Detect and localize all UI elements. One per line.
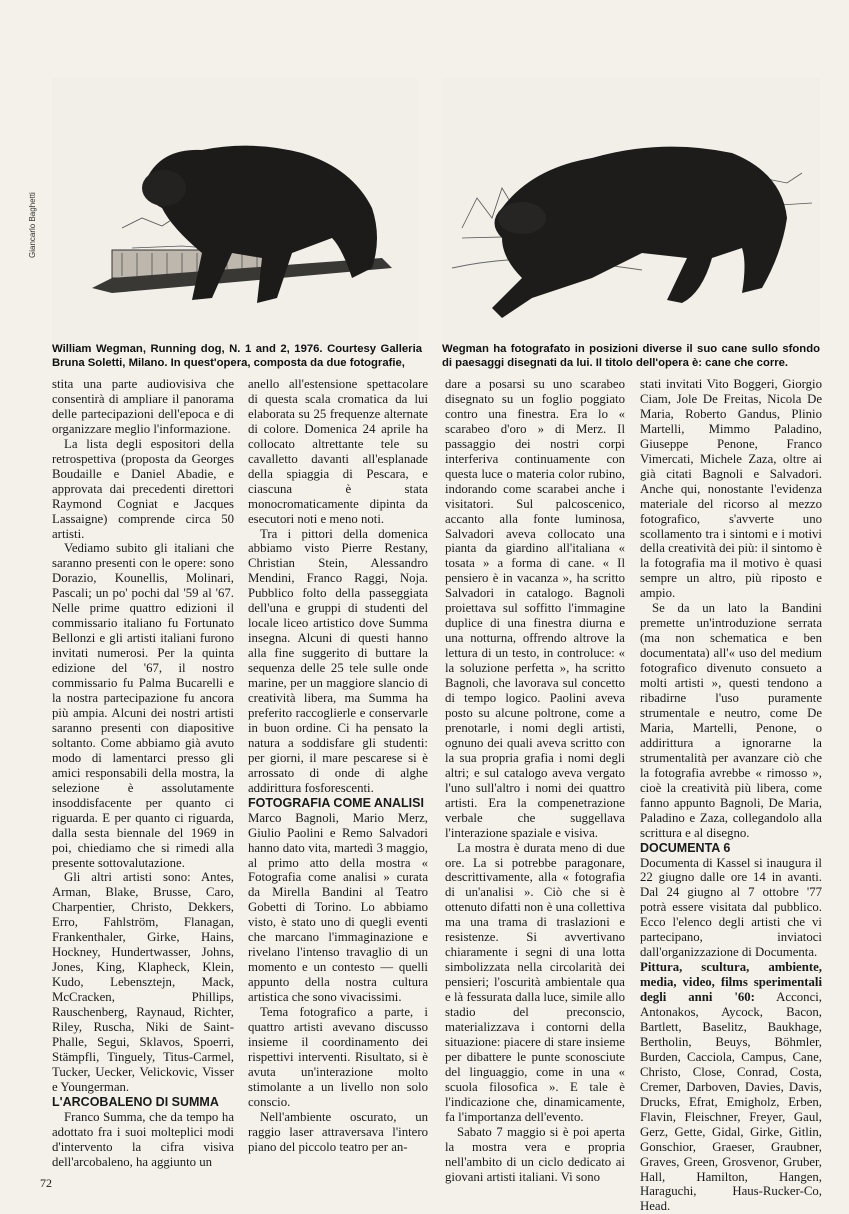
paragraph: stita una parte audiovisiva che consentirà di ampliare il panorama delle partecipazioni dell'epoca e di organizzare meglio l'informazione. <box>52 377 234 436</box>
caption-right: Wegman ha fotografato in posizioni diverse il suo cane sullo sfondo di paesaggi disegnati da lui. Il titolo dell'opera è: cane che corre. <box>442 343 820 369</box>
paragraph: anello all'estensione spettacolare di questa scala cromatica da lui elaborata su 25 frequenze alternate di colore. Domenica 24 aprile ha collocato altrettante tele su cavalletto davanti all'esplanade della spiaggia di Pescara, e ciascuna è stata monocromaticamente dipinta da esecutori noti e meno noti. <box>248 377 428 526</box>
column-2 <box>248 377 428 1155</box>
column-3 <box>445 377 625 1184</box>
photo-running-dog-1 <box>52 78 417 350</box>
paragraph: La lista degli espositori della retrospettiva (proposta da Georges Boudaille e Daniel Abadie, e approvata dai precedenti direttori Raymond Cogniat e Jacques Lassaigne) comprende circa 50 artisti. <box>52 436 234 541</box>
section-heading-arcobaleno: L'ARCOBALENO DI SUMMA <box>52 1094 219 1109</box>
paragraph: Sabato 7 maggio si è poi aperta la mostra vera e propria nell'ambito di un ciclo dedicato ai giovani artisti italiani. Vi sono <box>445 1124 625 1184</box>
paragraph: Franco Summa, che da tempo ha adottato fra i suoi molteplici modi d'intervento la cifra visiva dell'arcobaleno, ha aggiunto un <box>52 1109 234 1169</box>
photo-credit: Giancarlo Baghetti <box>28 192 37 258</box>
photo-spread <box>40 78 820 350</box>
caption-left: William Wegman, Running dog, N. 1 and 2, 1976. Courtesy Galleria Bruna Soletti, Milano. In quest'opera, composta da due fotografie, <box>52 343 422 369</box>
column-4 <box>640 377 822 1214</box>
paragraph: Gli altri artisti sono: Antes, Arman, Blake, Brusse, Caro, Charpentier, Christo, Dekkers, Erro, Fahlström, Flanagan, Frankenthaler, Girke, Hains, Hockney, Hundertwasser, Johns, Jones, King, Klapheck, Klein, Kudo, Lebensztejn, Mack, McCracken, Phillips, Rauschenberg, Raynaud, Richter, Riley, Ruscha, Niki de Saint-Phalle, Segui, Sklavos, Spoerri, Stämpfli, Tinguely, Titus-Carmel, Tucker, Uecker, Velickovic, Visser e Youngerman. <box>52 870 234 1094</box>
paragraph: Documenta di Kassel si inaugura il 22 giugno dalle ore 14 in avanti. Dal 24 giugno al 7 ottobre '77 potrà essere visitata dal pubblico. Ecco l'elenco degli artisti che vi partecipano, inviatoci dall'organizzazione di Documenta. <box>640 855 822 960</box>
paragraph: Marco Bagnoli, Mario Merz, Giulio Paolini e Remo Salvadori hanno dato vita, martedì 3 maggio, al primo atto della mostra « Fotografia come analisi » curata da Mirella Bandini al Teatro Gobetti di Torino. Lo abbiamo visto, è stato uno di quegli eventi che marcano l'immaginazione e rivelano l'intenso travaglio di un momento e un contesto — quelli appunto della nostra cultura artistica che sono vivacissimi. <box>248 810 428 1005</box>
paragraph: Tema fotografico a parte, i quattro artisti avevano discusso insieme il coordinamento dei rispettivi interventi. Risultato, si è avuta un'interazione molto stimolante a un livello non solo conscio. <box>248 1005 428 1109</box>
paragraph: Tra i pittori della domenica abbiamo visto Pierre Restany, Christian Stein, Alessandro Mendini, Franco Raggi, Noja. Pubblico folto della passeggiata dell'una e gruppi di studenti del locale liceo artistico dove Summa insegna. Alcuni di questi hanno alla fine suggerito di buttare la sequenza delle 25 tele sulle onde marine, per un maggiore slancio di creatività libera, ma Summa ha preferito raccoglierle e conservarle in buon ordine. Ci ha pensato la natura a soddisfare gli studenti: per giorni, il mare pescarese si è arrossato di onde di alghe addirittura fosforescenti. <box>248 526 428 795</box>
paragraph: La mostra è durata meno di due ore. La si potrebbe paragonare, descrittivamente, alla « fotografia di un'analisi ». Ciò che si è ottenuto difatti non è una collettiva ma una trama di traslazioni e resistenze. Si avvertivano chiaramente i segni di una lotta simbolizzata nella circolarità dei pensieri; l'oscurità ambientale qua e là fessurata dalla luce, simile allo stadio del preconscio, materializzava i contorni della situazione: piacere di stare insieme per dibattere le punte sconosciute del linguaggio, come in una « scuola filosofica ». E tale è l'indicazione che, dinamicamente, fa l'importanza dell'evento. <box>445 840 625 1124</box>
artist-list-heading: Pittura, scultura, ambiente, media, video, films sperimentali degli anni '60: <box>640 960 822 1005</box>
artist-list: Acconci, Antonakos, Aycock, Bacon, Bartlett, Baselitz, Baukhage, Bertholin, Beuys, Böhmler, Burden, Cacciola, Campus, Cane, Christo, Close, Conrad, Costa, Cremer, Darboven, Davies, Davis, Drucks, Efrat, Emigholz, Erben, Flavin, Fleischner, Freyer, Gaul, Gerz, Gette, Gidal, Girke, Gitlin, Gonschior, Graeser, Graubner, Graves, Green, Grosvenor, Gruber, Hall, Hamilton, Hangen, Haraguchi, Haus-Rucker-Co, Head. <box>640 990 822 1214</box>
paragraph: dare a posarsi su uno scarabeo disegnato su un foglio poggiato contro una finestra. Era lo « scarabeo d'oro » di Merz. Il passaggio dei nostri corpi interferiva continuamente con questa luce o materia color rubino, indorando come scarabei anche i visitatori. Sul palcoscenico, accanto alla fonte luminosa, Salvadori aveva collocato una pianta da giardino all'italiana « tosata » a forma di cane. « Il pensiero è in vacanza », ha scritto Salvadori in catalogo. Bagnoli proiettava sul soffitto l'immagine duplice di una finestra diurna e una notturna, offrendo altrove la lettura di un testo, in controluce: « la soluzione perfetta », ha scritto Bagnoli, che lavorava sul concetto di tempo logico. Paolini aveva posto su alcune poltrone, come a prenotarle, i nomi degli artisti, ognuno dei quali aveva scritto con la sua propria grafia i nomi degli altri; e sul catalogo aveva vergato l'uno sull'altro i nomi dei quattro artisti. Era la compenetrazione verbale che suggellava l'interazione spaziale e visiva. <box>445 377 625 840</box>
paragraph: stati invitati Vito Boggeri, Giorgio Ciam, Jole De Freitas, Nicola De Maria, Roberto Gandus, Plinio Martelli, Mimmo Paladino, Giuseppe Penone, Franco Vimercati, Michele Zaza, oltre ai già citati Bagnoli e Salvadori. Anche qui, nonostante l'evidenza materiale del ricorso al mezzo fotografico, s'avverte uno scollamento tra i sintomi e i motivi della creatività dei più: il sintomo è la fotografia ma il motivo è quasi sempre un altro, più riposto e ampio. <box>640 377 822 601</box>
column-1 <box>52 377 234 1170</box>
paragraph: Se da un lato la Bandini premette un'introduzione serrata (ma non schematica e ben documentata) all'« uso del medium fotografico divenuto consueto a molti artisti », questi tendono a ribadirne l'uso puramente strumentale e neutro, come De Maria, Martelli, Penone, o addirittura a ignorarne la strumentalità per avanzare ciò che la fotografia avrebbe « rimosso », cioè la creatività più libera, come fanno appunto Bagnoli, De Maria, Paladino e Zaza, collegandolo alla scrittura e al disegno. <box>640 601 822 840</box>
paragraph: Nell'ambiente oscurato, un raggio laser attraversava l'intero piano del piccolo teatro per an- <box>248 1109 428 1154</box>
paragraph: Vediamo subito gli italiani che saranno presenti con le opere: sono Dorazio, Kounellis, Molinari, Pascali; un po' pochi dal '59 al '67. Nelle prime quattro edizioni il commissario italiano fu Fortunato Bellonzi e gli artisti italiani furono invitati numerosi. Per la quinta edizione del '67, il nostro commissario fu Palma Bucarelli e la nostra partecipazione fu ancora più ampia. Alcuni dei nostri artisti saranno presenti con diapositive soltanto. Come abbiamo già avuto modo di lamentarci presso gli amici responsabili della mostra, la selezione è assolutamente insoddisfacente per quanto ci riguarda. E per quanto ci riguarda, dalla sesta biennale del 1969 in poi, chiediamo che si rimedi alla presente sottovalutazione. <box>52 541 234 870</box>
section-heading-documenta: DOCUMENTA 6 <box>640 840 731 855</box>
photo-running-dog-2 <box>442 78 820 350</box>
page-number: 72 <box>40 1176 52 1190</box>
section-heading-fotografia: FOTOGRAFIA COME ANALISI <box>248 795 424 810</box>
paragraph-artist-list <box>640 960 822 1214</box>
